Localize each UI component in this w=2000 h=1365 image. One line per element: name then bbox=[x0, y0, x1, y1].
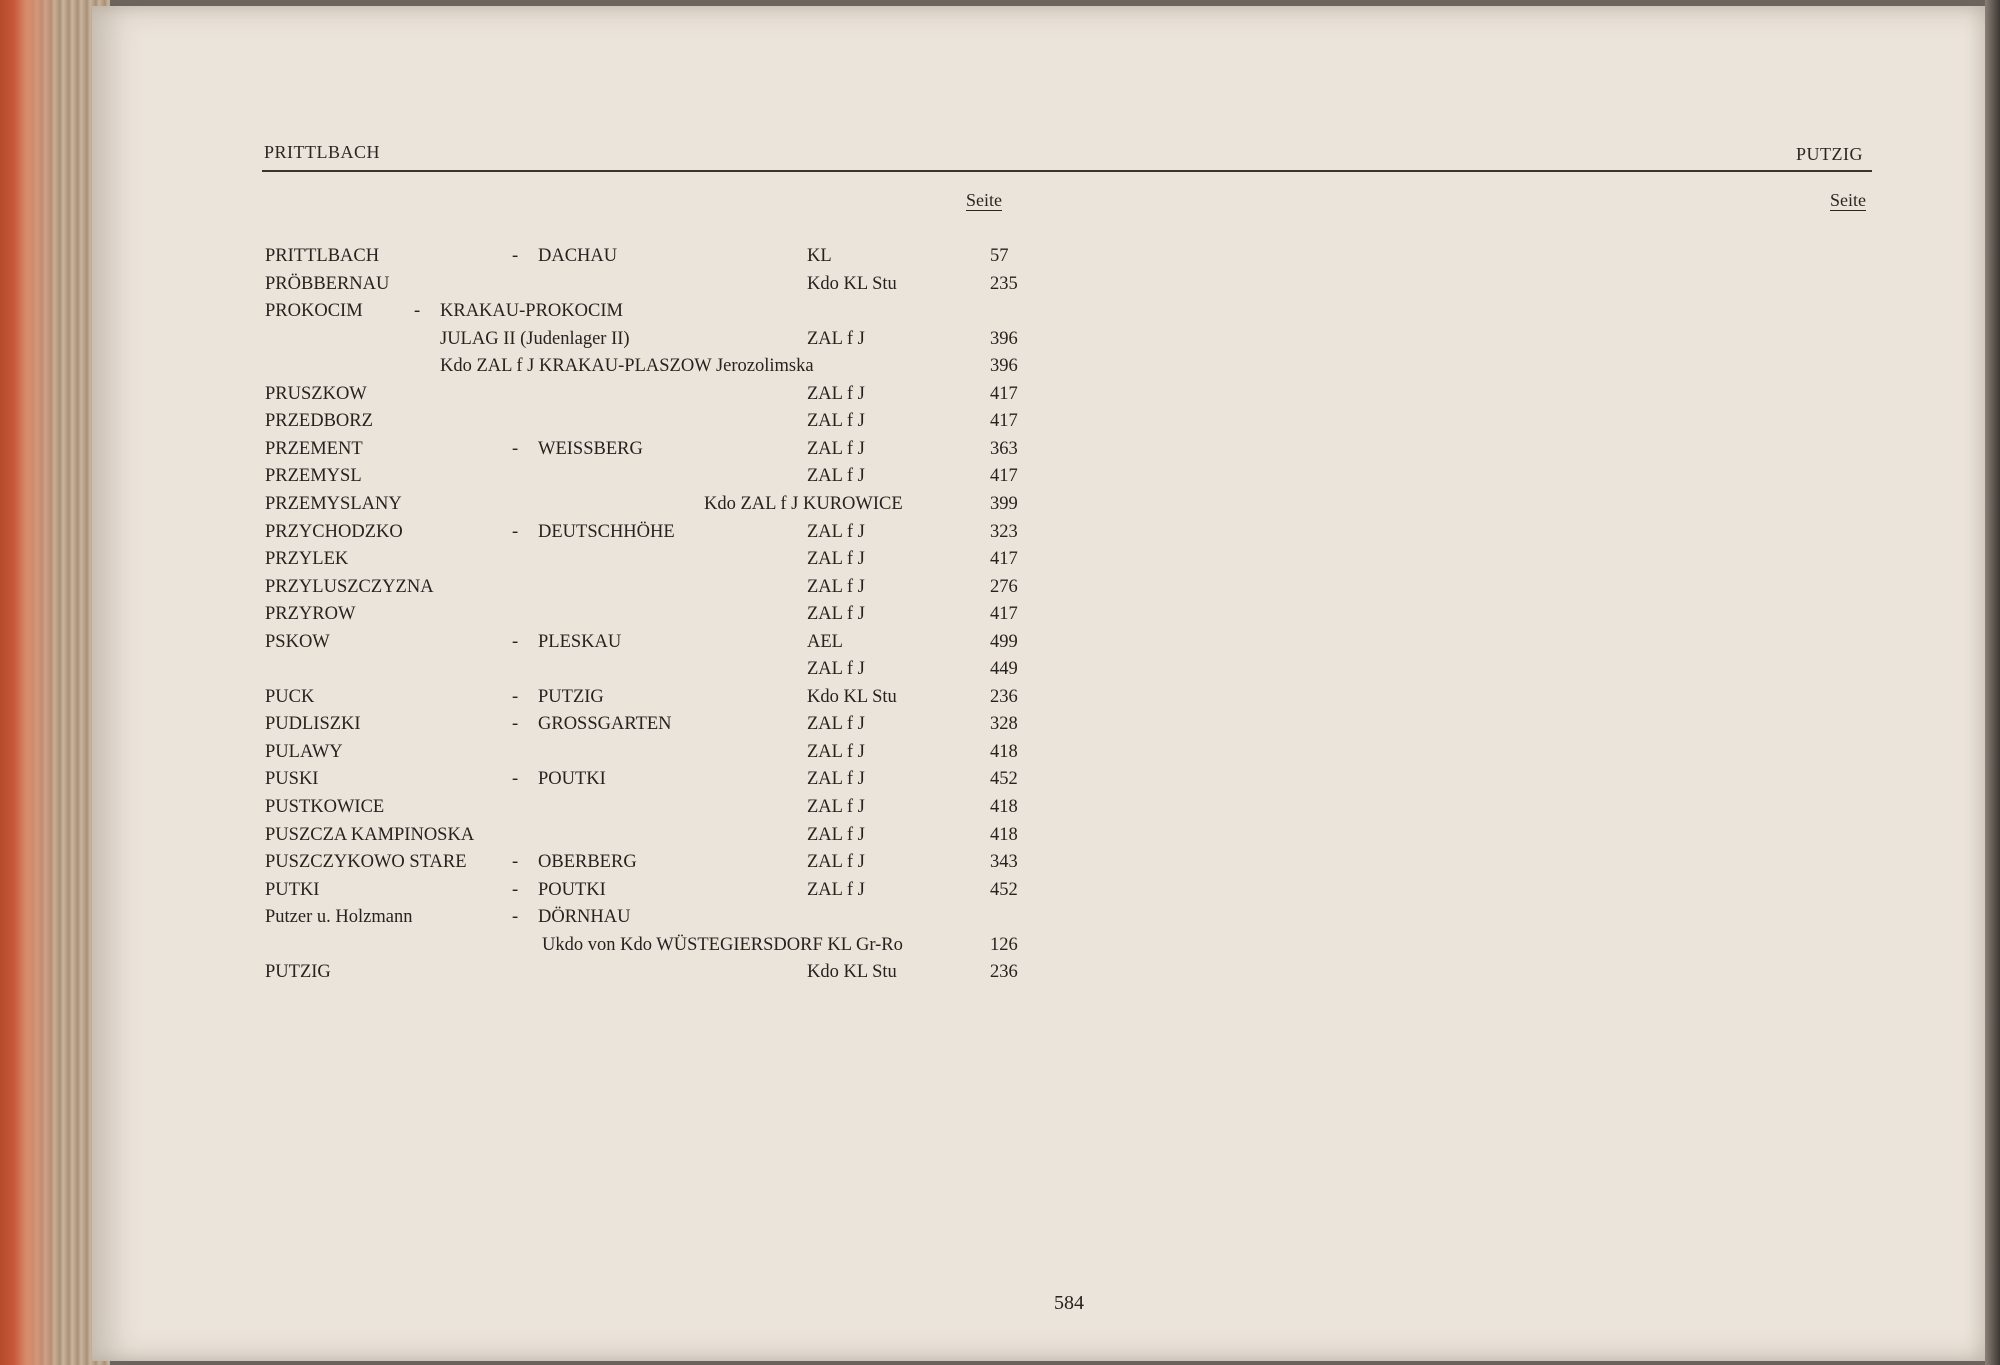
target-location: DEUTSCHHÖHE bbox=[538, 521, 675, 542]
dash-separator: - bbox=[512, 852, 519, 873]
camp-type: ZAL f J bbox=[807, 521, 865, 542]
target-location: POUTKI bbox=[538, 879, 606, 900]
page-reference: 452 bbox=[990, 769, 1018, 790]
place-name: PRZEDBORZ bbox=[265, 411, 373, 432]
page-reference: 417 bbox=[990, 549, 1018, 570]
page-reference: 418 bbox=[990, 741, 1018, 762]
place-name: PRZEMENT bbox=[265, 438, 363, 459]
page-reference: 396 bbox=[990, 356, 1018, 377]
target-location: PLESKAU bbox=[538, 631, 622, 652]
index-row bbox=[0, 409, 1100, 437]
place-name: PRZYLEK bbox=[265, 549, 349, 570]
camp-type: ZAL f J bbox=[807, 328, 865, 349]
book-right-edge bbox=[1985, 0, 2000, 1365]
index-row bbox=[0, 299, 1100, 327]
header-rule bbox=[262, 170, 1872, 172]
page-reference: 396 bbox=[990, 328, 1018, 349]
place-name: PROKOCIM bbox=[265, 301, 363, 322]
camp-type: ZAL f J bbox=[807, 797, 865, 817]
page-reference: 276 bbox=[990, 576, 1018, 597]
dash-separator: - bbox=[512, 631, 519, 652]
place-name: PUTKI bbox=[265, 879, 320, 900]
camp-type: ZAL f J bbox=[807, 659, 865, 680]
page-reference: 417 bbox=[990, 383, 1018, 404]
index-row bbox=[0, 685, 1100, 713]
target-location: Kdo ZAL f J KRAKAU-PLASZOW Jerozolimska bbox=[440, 356, 814, 377]
index-row bbox=[0, 823, 1100, 851]
running-head-right: PUTZIG bbox=[1796, 144, 1863, 164]
target-location: DACHAU bbox=[538, 246, 618, 266]
place-name: PRZYROW bbox=[265, 604, 356, 625]
camp-type: ZAL f J bbox=[807, 604, 865, 625]
dash-separator: - bbox=[414, 301, 421, 322]
camp-type: Kdo KL Stu bbox=[807, 686, 897, 707]
target-location: DÖRNHAU bbox=[538, 907, 631, 928]
index-row bbox=[0, 712, 1100, 740]
index-row bbox=[0, 520, 1100, 548]
place-name: PRITTLBACH bbox=[265, 246, 380, 266]
index-row bbox=[0, 575, 1100, 603]
page-reference: 363 bbox=[990, 438, 1018, 459]
place-name: PUCK bbox=[265, 686, 315, 707]
index-row bbox=[0, 464, 1100, 492]
index-row bbox=[0, 740, 1100, 768]
place-name: PUSZCZA KAMPINOSKA bbox=[265, 824, 475, 845]
column-header-page-right: Seite bbox=[1830, 190, 1866, 210]
place-name: PRZYLUSZCZYZNA bbox=[265, 576, 434, 597]
target-location: KRAKAU-PROKOCIM bbox=[440, 301, 623, 322]
dash-separator: - bbox=[512, 246, 519, 266]
target-location: POUTKI bbox=[538, 769, 606, 790]
dash-separator: - bbox=[512, 521, 519, 542]
page-reference: 323 bbox=[990, 521, 1018, 542]
camp-type: ZAL f J bbox=[807, 466, 865, 487]
page-reference: 236 bbox=[990, 962, 1018, 983]
page-reference: 418 bbox=[990, 824, 1018, 845]
index-row bbox=[0, 382, 1100, 410]
page-reference: 452 bbox=[990, 879, 1018, 900]
camp-type: ZAL f J bbox=[807, 852, 865, 873]
running-head-left: PRITTLBACH bbox=[264, 142, 381, 162]
page-reference: 417 bbox=[990, 411, 1018, 432]
dash-separator: - bbox=[512, 769, 519, 790]
index-row bbox=[0, 767, 1100, 795]
page-reference: 328 bbox=[990, 714, 1018, 735]
page-reference: 126 bbox=[990, 934, 1018, 955]
page-number: 584 bbox=[1054, 1292, 1084, 1314]
camp-type: ZAL f J bbox=[807, 769, 865, 790]
camp-type: AEL bbox=[807, 631, 843, 652]
index-row bbox=[0, 437, 1100, 465]
page-reference: 418 bbox=[990, 797, 1018, 817]
index-row bbox=[0, 354, 1100, 382]
page-reference: 57 bbox=[990, 246, 1009, 266]
camp-type: Kdo ZAL f J KUROWICE bbox=[704, 493, 903, 514]
dash-separator: - bbox=[512, 879, 519, 900]
index-row bbox=[0, 547, 1100, 575]
dash-separator: - bbox=[512, 438, 519, 459]
dash-separator: - bbox=[512, 714, 519, 735]
place-name: PULAWY bbox=[265, 741, 343, 762]
camp-type: KL bbox=[807, 246, 832, 266]
place-name: PRZEMYSLANY bbox=[265, 493, 402, 514]
index-row bbox=[0, 657, 1100, 685]
place-name: PUTZIG bbox=[265, 962, 331, 983]
index-row bbox=[0, 795, 1100, 823]
camp-type: Kdo KL Stu bbox=[807, 962, 897, 983]
camp-type: ZAL f J bbox=[807, 741, 865, 762]
place-name: PRUSZKOW bbox=[265, 383, 367, 404]
page-reference: 343 bbox=[990, 852, 1018, 873]
index-row bbox=[0, 244, 1100, 272]
index-row bbox=[0, 492, 1100, 520]
dash-separator: - bbox=[512, 686, 519, 707]
page-reference: 236 bbox=[990, 686, 1018, 707]
index-row bbox=[0, 960, 1100, 988]
page-reference: 417 bbox=[990, 466, 1018, 487]
index-row bbox=[0, 630, 1100, 658]
camp-type: Kdo KL Stu bbox=[807, 273, 897, 294]
camp-type: ZAL f J bbox=[807, 438, 865, 459]
page-reference: 235 bbox=[990, 273, 1018, 294]
camp-type: ZAL f J bbox=[807, 549, 865, 570]
index-row bbox=[0, 850, 1100, 878]
index-row bbox=[0, 327, 1100, 355]
page-reference: 499 bbox=[990, 631, 1018, 652]
target-location: PUTZIG bbox=[538, 686, 604, 707]
place-name: PRÖBBERNAU bbox=[265, 273, 390, 294]
place-name: Putzer u. Holzmann bbox=[265, 907, 413, 928]
camp-type: ZAL f J bbox=[807, 576, 865, 597]
dash-separator: - bbox=[512, 907, 519, 928]
camp-type: ZAL f J bbox=[807, 411, 865, 432]
place-name: PUSZCZYKOWO STARE bbox=[265, 852, 467, 873]
camp-type: ZAL f J bbox=[807, 714, 865, 735]
place-name: PUDLISZKI bbox=[265, 714, 361, 735]
column-header-page-left: Seite bbox=[966, 190, 1002, 210]
camp-type: ZAL f J bbox=[807, 383, 865, 404]
place-name: PUSTKOWICE bbox=[265, 797, 385, 817]
index-row bbox=[0, 905, 1100, 933]
target-location: WEISSBERG bbox=[538, 438, 643, 459]
place-name: PRZYCHODZKO bbox=[265, 521, 403, 542]
target-location: GROSSGARTEN bbox=[538, 714, 672, 735]
place-name: PUSKI bbox=[265, 769, 319, 790]
page-reference: 449 bbox=[990, 659, 1018, 680]
page-reference: 417 bbox=[990, 604, 1018, 625]
page-reference: 399 bbox=[990, 493, 1018, 514]
target-location: OBERBERG bbox=[538, 852, 637, 873]
camp-type: ZAL f J bbox=[807, 824, 865, 845]
target-location: Ukdo von Kdo WÜSTEGIERSDORF KL Gr-Ro bbox=[542, 934, 903, 955]
index-row bbox=[0, 878, 1100, 906]
index-row bbox=[0, 933, 1100, 961]
index-row bbox=[0, 602, 1100, 630]
camp-type: ZAL f J bbox=[807, 879, 865, 900]
place-name: PRZEMYSL bbox=[265, 466, 362, 487]
place-name: PSKOW bbox=[265, 631, 330, 652]
target-location: JULAG II (Judenlager II) bbox=[440, 328, 630, 349]
index-row bbox=[0, 272, 1100, 300]
